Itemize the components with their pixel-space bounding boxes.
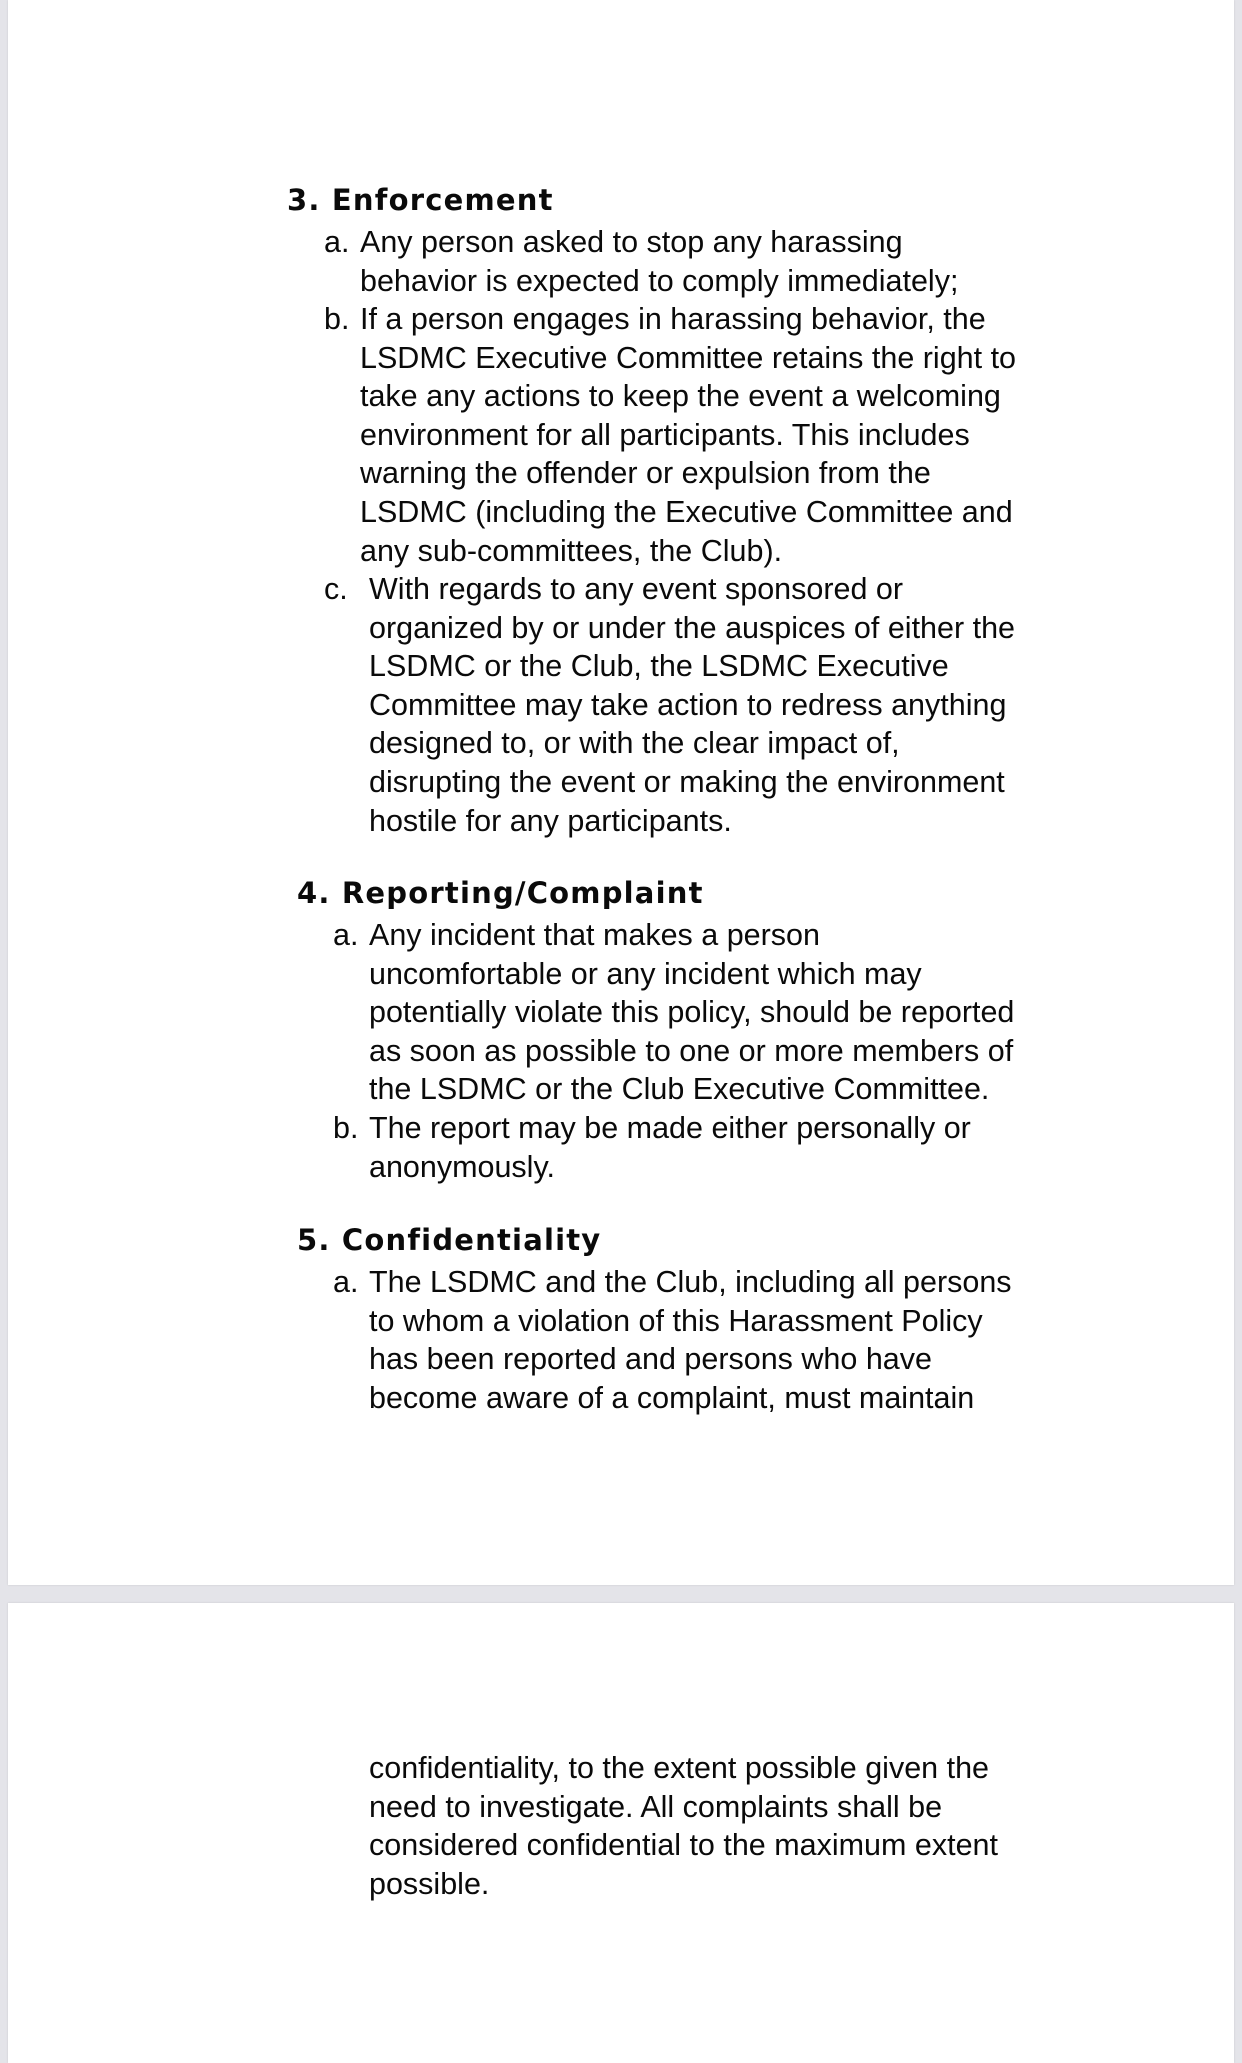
text-line: the LSDMC or the Club Executive Committee. bbox=[369, 1072, 990, 1107]
list-item-4a bbox=[333, 916, 1014, 1109]
text-line: warning the offender or expulsion from the bbox=[360, 456, 931, 491]
text-line: confidentiality, to the extent possible given the bbox=[369, 1751, 989, 1785]
text-line: If a person engages in harassing behavior, the bbox=[360, 302, 986, 336]
section-number: 4. bbox=[297, 876, 331, 910]
text-line: to whom a violation of this Harassment Policy bbox=[369, 1303, 983, 1338]
text-line: has been reported and persons who have bbox=[369, 1342, 932, 1377]
text-line: any sub-committees, the Club). bbox=[360, 533, 783, 568]
section-heading-reporting-complaint bbox=[297, 876, 704, 910]
list-marker: b. bbox=[333, 1111, 359, 1145]
text-line: LSDMC or the Club, the LSDMC Executive bbox=[369, 649, 949, 684]
text-line: designed to, or with the clear impact of, bbox=[369, 726, 900, 761]
text-line: take any actions to keep the event a welcoming bbox=[360, 379, 1001, 414]
list-item-3c bbox=[324, 570, 1015, 840]
text-line: uncomfortable or any incident which may bbox=[369, 956, 922, 991]
text-line: hostile for any participants. bbox=[369, 803, 732, 838]
text-line: possible. bbox=[369, 1866, 490, 1901]
text-line: Any incident that makes a person bbox=[369, 918, 820, 952]
text-line: disrupting the event or making the environment bbox=[369, 764, 1005, 799]
list-marker: a. bbox=[333, 1265, 359, 1299]
section-heading-confidentiality bbox=[297, 1223, 601, 1257]
section-title: Enforcement bbox=[331, 183, 554, 217]
section-number: 5. bbox=[297, 1223, 331, 1257]
continuation-paragraph bbox=[369, 1749, 998, 1903]
text-line: The LSDMC and the Club, including all persons bbox=[369, 1265, 1012, 1299]
text-line: organized by or under the auspices of either the bbox=[369, 610, 1015, 645]
list-marker: a. bbox=[324, 225, 350, 259]
text-line: environment for all participants. This includes bbox=[360, 417, 970, 452]
text-line: Any person asked to stop any harassing bbox=[360, 225, 903, 259]
list-item-3b bbox=[324, 300, 1016, 570]
document-page-1 bbox=[8, 0, 1234, 1585]
list-item-3a bbox=[324, 223, 958, 300]
text-line: Committee may take action to redress anything bbox=[369, 687, 1007, 722]
list-marker: c. bbox=[324, 572, 348, 606]
text-line: anonymously. bbox=[369, 1149, 555, 1184]
text-line: need to investigate. All complaints shall be bbox=[369, 1789, 943, 1824]
section-number: 3. bbox=[287, 183, 321, 217]
section-title: Reporting/Complaint bbox=[341, 876, 704, 910]
list-item-5a bbox=[333, 1263, 1012, 1417]
list-marker: b. bbox=[324, 302, 350, 336]
list-item-4b bbox=[333, 1109, 971, 1186]
section-title: Confidentiality bbox=[341, 1223, 602, 1257]
document-page-2 bbox=[8, 1603, 1234, 2063]
text-line: LSDMC (including the Executive Committee and bbox=[360, 494, 1013, 529]
text-line: With regards to any event sponsored or bbox=[369, 572, 904, 606]
section-heading-enforcement bbox=[287, 183, 554, 217]
list-marker: a. bbox=[333, 918, 359, 952]
text-line: LSDMC Executive Committee retains the right to bbox=[360, 340, 1017, 375]
text-line: considered confidential to the maximum extent bbox=[369, 1828, 998, 1863]
text-line: as soon as possible to one or more members of bbox=[369, 1033, 1014, 1068]
text-line: The report may be made either personally or bbox=[369, 1111, 971, 1145]
text-line: potentially violate this policy, should be reported bbox=[369, 995, 1015, 1030]
text-line: behavior is expected to comply immediately; bbox=[360, 263, 959, 298]
text-line: become aware of a complaint, must maintain bbox=[369, 1380, 975, 1415]
